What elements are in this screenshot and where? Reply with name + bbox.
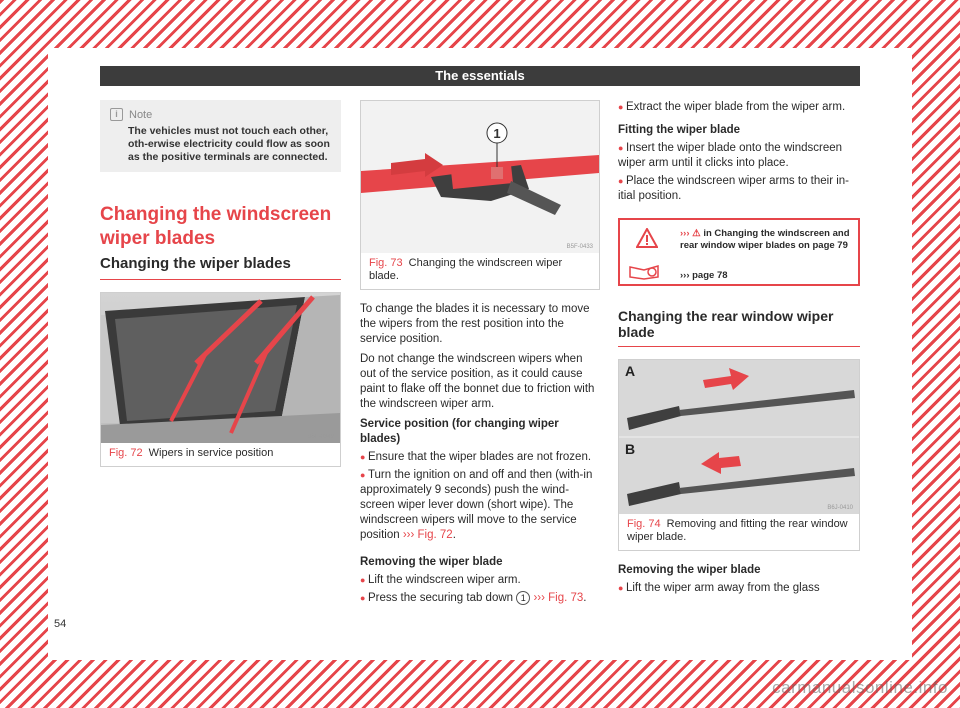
bullet-press-tab: ● Press the securing tab down 1 ››› Fig. 73.: [360, 591, 600, 606]
bullet-lift-rear-arm: [618, 581, 860, 596]
figure-74: [618, 359, 860, 551]
note-box: [100, 100, 341, 172]
page-number: 54: [54, 618, 67, 630]
column-right: [618, 100, 860, 601]
bullet-not-frozen: [360, 450, 600, 465]
figure-72-caption: [101, 443, 340, 466]
bullet-text: Press the securing tab down: [367, 592, 514, 604]
figure-74-caption-text: Removing and fitting the rear window wiper blade.: [627, 518, 848, 543]
rear-wiper-illustration: [619, 360, 859, 514]
bullet-text: Lift the wiper arm away from the glass: [625, 582, 820, 594]
wiper-blade-illustration: [361, 101, 599, 253]
column-right-body-2: [618, 563, 860, 596]
column-middle: [360, 100, 600, 611]
bullet-insert: [618, 141, 860, 171]
figure-72-number: Fig. 72: [109, 447, 143, 459]
figure-72: [100, 292, 341, 467]
figure-74-image: [619, 360, 859, 514]
bullet-text: Place the windscreen wiper arms to their in-itial position.: [618, 175, 850, 202]
figure-72-caption-text: Wipers in service position: [148, 447, 274, 459]
figure-73-caption-text: Changing the windscreen wiper blade.: [369, 257, 563, 282]
link-fig-72[interactable]: ››› Fig. 72: [402, 529, 453, 541]
section-header: The essentials: [100, 66, 860, 86]
warning-reference-text: in Changing the windscreen and rear window wiper blades on page 79: [680, 228, 850, 251]
heading-fitting: Fitting the wiper blade: [618, 124, 741, 136]
figure-74-label-b: B: [625, 441, 636, 457]
bullet-ignition: ● Turn the ignition on and off and then (with-in approximately 9 seconds) push the wind-screen wiper lever down (short wipe). The windscreen wipers will move to the service position ››› Fig. 72.: [360, 468, 600, 543]
figure-73-callout: 1: [493, 126, 501, 141]
info-icon: i: [110, 108, 123, 121]
column-left: [100, 100, 341, 467]
watermark: carmanualsonline.info: [772, 678, 948, 697]
paragraph-service-position: To change the blades it is necessary to move the wipers from the rest position into the service position.: [360, 303, 590, 345]
figure-73: [360, 100, 600, 290]
callout-badge: 1: [516, 591, 530, 605]
section-title: Changing the windscreen wiper blades: [100, 204, 332, 249]
heading-service-position: Service position (for changing wiper blades): [360, 418, 559, 445]
book-manual-icon: [628, 264, 662, 280]
warning-triangle-icon: [636, 228, 658, 248]
figure-74-number: Fig. 74: [627, 518, 661, 530]
bullet-extract: [618, 100, 860, 115]
warning-chevrons: ›››: [680, 228, 690, 239]
warning-inline-icon: ⚠: [692, 228, 701, 239]
figure-73-image: [361, 101, 599, 253]
figure-72-image: [101, 293, 340, 443]
heading-removing-rear: Removing the wiper blade: [618, 564, 761, 576]
figure-74-caption: [619, 514, 859, 550]
figure-73-number: Fig. 73: [369, 257, 403, 269]
warning-box: [618, 218, 860, 286]
bullet-lift-arm: [360, 573, 600, 588]
bullet-text: Turn the ignition on and off and then (with-in approximately 9 seconds) push the wind-screen wiper lever down (short wipe). The windscreen wipers will move to the service position: [360, 469, 593, 541]
link-fig-73[interactable]: ››› Fig. 73: [533, 592, 584, 604]
column-middle-body: [360, 302, 600, 606]
bullet-text: Ensure that the wiper blades are not frozen.: [367, 451, 592, 463]
figure-74-code: B6J-0410: [827, 505, 853, 511]
note-label: Note: [129, 108, 153, 121]
figure-73-code: B5F-0433: [566, 244, 593, 250]
figure-72-code: B5F-0349: [307, 434, 334, 440]
bullet-text: Lift the windscreen wiper arm.: [367, 574, 521, 586]
bullet-text: Extract the wiper blade from the wiper arm.: [625, 101, 846, 113]
section-subtitle: Changing the wiper blades: [100, 255, 341, 280]
warning-reference[interactable]: [680, 228, 852, 252]
heading-removing: Removing the wiper blade: [360, 556, 503, 568]
bullet-place-arms: [618, 174, 860, 204]
paragraph-warning-flake: Do not change the windscreen wipers when out of the service position, as it could cause paint to flake off the bonnet due to friction with the windscreen wiper arm.: [360, 353, 595, 410]
figure-74-label-a: A: [625, 363, 636, 379]
column-right-body: [618, 100, 860, 204]
figure-73-caption: [361, 253, 599, 289]
note-text: The vehicles must not touch each other, oth-erwise electricity could flow as soon as the positive terminals are connected.: [128, 125, 330, 163]
bullet-text: Insert the wiper blade onto the windscreen wiper arm until it clicks into place.: [618, 142, 843, 169]
wipers-service-position-illustration: [101, 293, 340, 443]
rear-wiper-title: Changing the rear window wiper blade: [618, 308, 860, 347]
page-reference[interactable]: ››› page 78: [680, 270, 728, 281]
